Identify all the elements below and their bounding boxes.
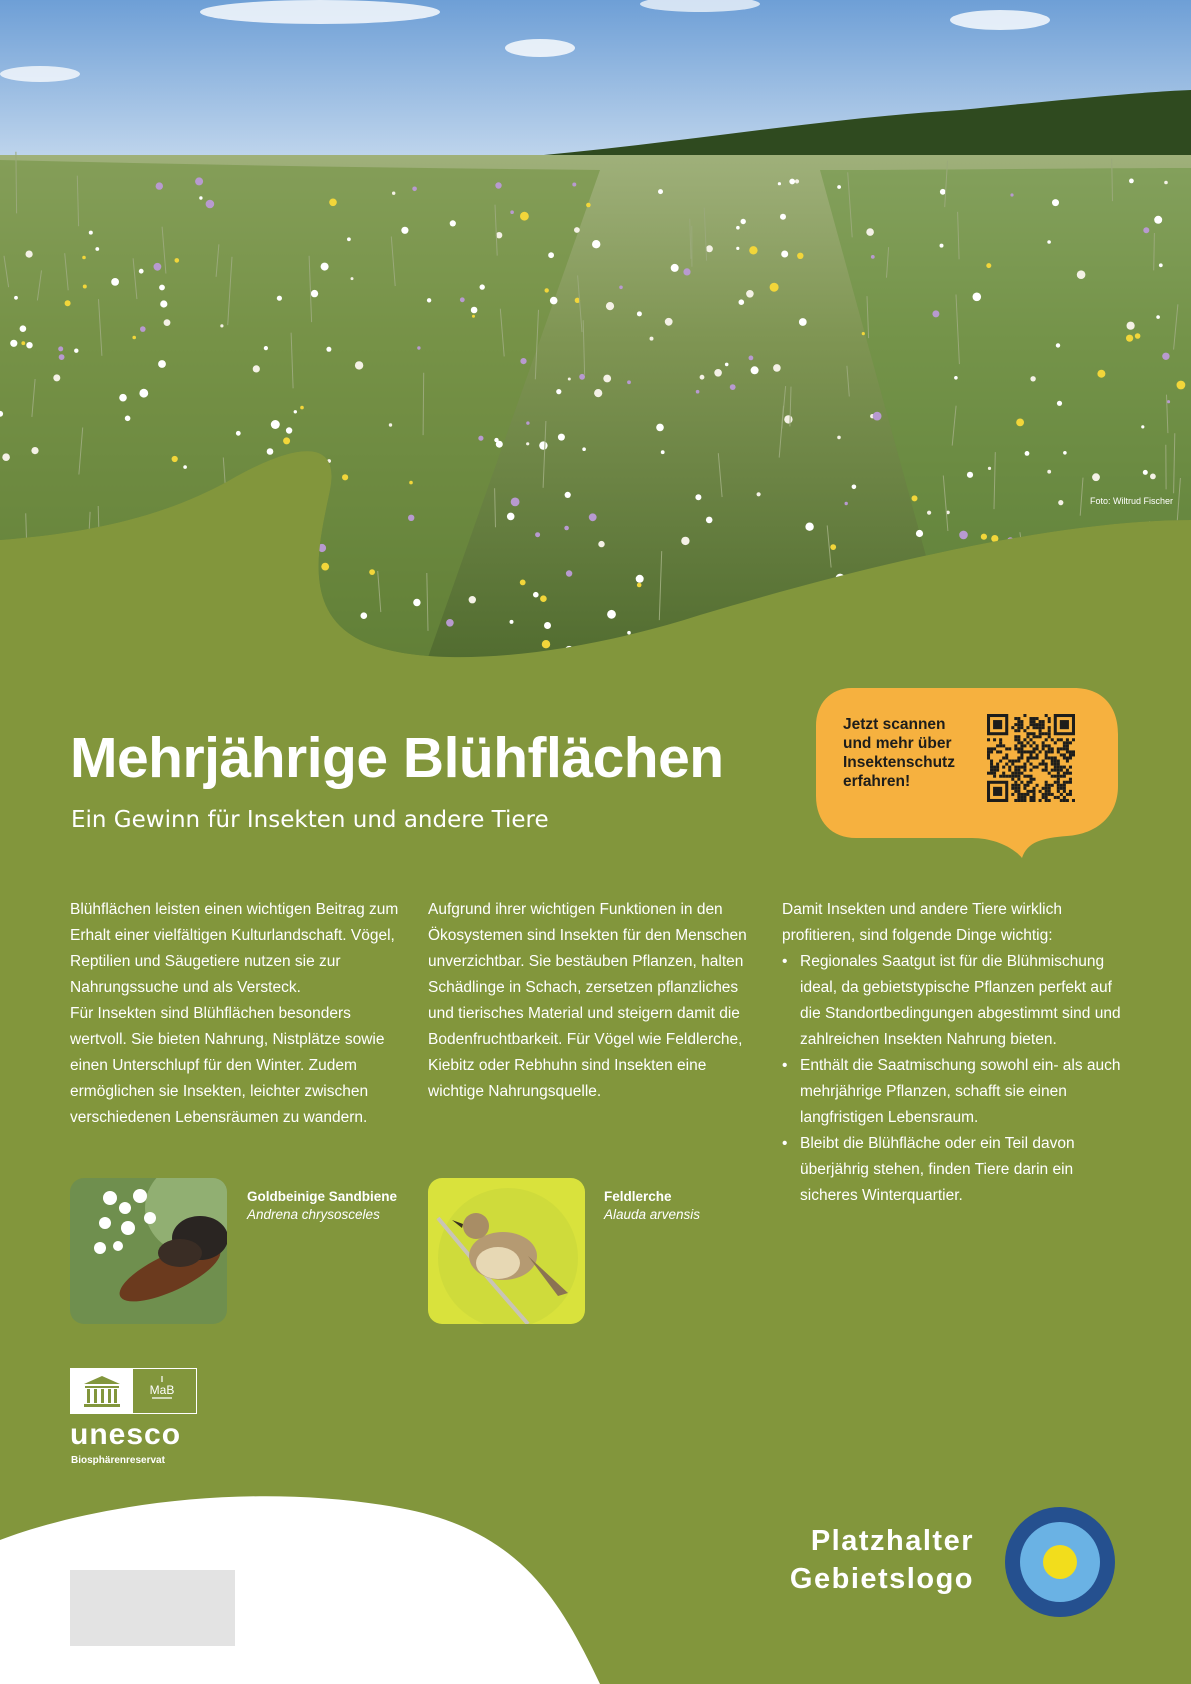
- grass-stem: [16, 152, 17, 214]
- flower-dot: [520, 212, 529, 221]
- flower-dot: [873, 412, 882, 421]
- flower-dot: [598, 541, 604, 547]
- species-name: Feldlerche: [604, 1189, 672, 1204]
- sandbee-photo: [70, 1178, 227, 1324]
- flower-dot: [526, 421, 529, 424]
- flower-dot: [671, 264, 679, 272]
- flower-dot: [1154, 216, 1162, 224]
- text-column-3: [782, 897, 1122, 1209]
- flower-dot: [637, 311, 642, 316]
- flower-dot: [799, 318, 807, 326]
- grass-stem: [182, 544, 183, 590]
- flower-dot: [172, 456, 178, 462]
- flower-dot: [916, 530, 923, 537]
- species-latin-name: Alauda arvensis: [604, 1207, 701, 1222]
- flower-dot: [199, 196, 202, 199]
- flower-dot: [111, 278, 119, 286]
- flower-dot: [294, 410, 297, 413]
- flower-dot: [327, 459, 331, 463]
- flower-dot: [494, 438, 498, 442]
- flower-dot: [736, 226, 740, 230]
- flower-dot: [606, 302, 614, 310]
- flower-dot: [725, 363, 729, 367]
- flower-dot: [544, 622, 551, 629]
- flower-dot: [139, 389, 148, 398]
- flower-dot: [736, 247, 739, 250]
- flower-dot: [281, 602, 287, 608]
- flower-dot: [349, 658, 352, 661]
- flower-dot: [765, 629, 769, 633]
- flower-dot: [568, 378, 571, 381]
- flower-dot: [1016, 419, 1024, 427]
- list-item: • Bleibt die Blühfläche oder ein Teil davon überjährig stehen, finden Tiere darin ein sicheres Winterquartier.: [782, 1131, 1122, 1209]
- flower-dot: [119, 394, 127, 402]
- flower-dot: [564, 526, 569, 531]
- flower-dot: [520, 358, 526, 364]
- flower-dot: [95, 247, 99, 251]
- flower-dot: [401, 227, 408, 234]
- flower-dot: [300, 406, 304, 410]
- flower-dot: [1167, 400, 1170, 403]
- flower-dot: [1037, 573, 1042, 578]
- flower-dot: [159, 285, 165, 291]
- flower-dot: [21, 341, 25, 345]
- paragraph: Aufgrund ihrer wichtigen Funktionen in den Ökosystemen sind Insekten für den Menschen unverzichtbar. Sie bestäuben Pflanzen, halten Schädlinge in Schach, zersetzen pflanzliches und tierisches Material und steigern damit die Bodenfruchtbarkeit. Für Vögel wie Feldlerche, Kiebitz oder Rebhuhn sind Insekten eine wichtige Nahrungsquelle.: [428, 901, 747, 1100]
- flower-dot: [619, 286, 623, 290]
- flower-dot: [206, 200, 215, 209]
- flower-dot: [321, 563, 329, 571]
- flower-dot: [603, 375, 611, 383]
- flower-dot: [940, 244, 944, 248]
- flower-dot: [139, 269, 144, 274]
- flower-dot: [781, 251, 788, 258]
- flower-dot: [627, 631, 631, 635]
- flower-dot: [351, 277, 354, 280]
- flower-dot: [1047, 470, 1051, 474]
- flower-dot: [74, 349, 78, 353]
- flower-dot: [26, 342, 32, 348]
- flower-dot: [1146, 559, 1155, 568]
- text-column-1: [70, 897, 405, 1131]
- flower-dot: [636, 575, 644, 583]
- flower-dot: [847, 596, 852, 601]
- flower-dot: [837, 185, 841, 189]
- flower-dot: [540, 595, 547, 602]
- flower-dot: [627, 380, 631, 384]
- flower-dot: [20, 325, 27, 332]
- photo-credit: Foto: Wiltrud Fischer: [1089, 496, 1173, 506]
- flower-dot: [2, 453, 10, 461]
- flower-dot: [417, 346, 420, 349]
- flower-dot: [267, 448, 274, 455]
- flower-dot: [789, 179, 795, 185]
- flower-dot: [1057, 401, 1062, 406]
- list-item: • Enthält die Saatmischung sowohl ein- als auch mehrjährige Pflanzen, schafft sie einen langfristigen Lebensraum.: [782, 1053, 1122, 1131]
- flower-dot: [1150, 474, 1156, 480]
- flower-dot: [751, 366, 759, 374]
- flower-dot: [318, 544, 326, 552]
- mab-label: MaB: [149, 1383, 175, 1397]
- flower-dot: [739, 299, 745, 305]
- flower-dot: [253, 365, 260, 372]
- flower-dot: [872, 626, 875, 629]
- flower-dot: [539, 441, 547, 449]
- flower-dot: [195, 177, 203, 185]
- flower-dot: [706, 517, 713, 524]
- flower-dot: [53, 374, 60, 381]
- flower-dot: [65, 300, 71, 306]
- flower-dot: [784, 595, 788, 599]
- flower-dot: [1143, 227, 1149, 233]
- flower-dot: [90, 601, 93, 604]
- flower-dot: [770, 283, 779, 292]
- flower-dot: [1, 646, 8, 653]
- flower-dot: [574, 227, 580, 233]
- flower-dot: [572, 183, 576, 187]
- flower-dot: [222, 640, 226, 644]
- flower-dot: [409, 481, 413, 485]
- flower-dot: [89, 231, 93, 235]
- flower-dot: [1100, 589, 1107, 596]
- flower-dot: [658, 189, 663, 194]
- flower-dot: [991, 535, 998, 542]
- flower-dot: [592, 240, 600, 248]
- flower-dot: [646, 652, 653, 659]
- flower-dot: [1092, 473, 1100, 481]
- flower-dot: [998, 635, 1003, 640]
- flower-dot: [845, 502, 848, 505]
- paragraph: Blühflächen leisten einen wichtigen Beitrag zum Erhalt einer vielfältigen Kulturlandschaft. Vögel, Reptilien und Säugetiere nutzen sie zur Nahrungssuche und als Versteck.: [70, 901, 399, 996]
- flower-dot: [548, 252, 554, 258]
- flower-dot: [1130, 541, 1134, 545]
- flower-dot: [125, 416, 131, 422]
- flower-dot: [268, 631, 273, 636]
- flower-dot: [469, 596, 476, 603]
- flower-dot: [132, 336, 136, 340]
- grass-stem: [1020, 532, 1024, 563]
- unesco-subtitle: Biosphärenreservat: [71, 1455, 165, 1466]
- qr-callout-text: Jetzt scannen und mehr über Insektenschutz erfahren!: [843, 716, 955, 790]
- paragraph: Für Insekten sind Blühflächen besonders wertvoll. Sie bieten Nahrung, Nistplätze sowie einen Unterschlupf für den Winter. Zudem ermöglichen sie Insekten, leichter zwischen verschiedenen Lebensräumen zu wandern.: [70, 1005, 385, 1126]
- flower-dot: [1135, 333, 1141, 339]
- list-item: • Regionales Saatgut ist für die Blühmischung ideal, da gebietstypische Pflanzen perfekt auf die Standortbedingungen abgestimmt sind und zahlreichen Insekten Nahrung bieten.: [782, 949, 1122, 1053]
- flower-dot: [1058, 500, 1063, 505]
- tips-list: [782, 949, 1122, 1209]
- flower-dot: [695, 494, 701, 500]
- flower-dot: [749, 246, 757, 254]
- flower-dot: [1009, 603, 1017, 611]
- flower-dot: [164, 319, 171, 326]
- bullet-icon: •: [782, 1057, 788, 1074]
- flower-dot: [1077, 270, 1086, 279]
- flower-dot: [58, 346, 63, 351]
- flower-dot: [450, 220, 456, 226]
- flower-dot: [565, 646, 573, 654]
- flower-dot: [836, 574, 845, 583]
- unesco-wordmark: unesco: [70, 1418, 182, 1451]
- flower-dot: [607, 610, 616, 619]
- flower-dot: [981, 534, 987, 540]
- flower-dot: [199, 559, 205, 565]
- flower-dot: [749, 356, 754, 361]
- flower-dot: [200, 650, 206, 656]
- flower-dot: [582, 447, 586, 451]
- flower-dot: [1056, 343, 1060, 347]
- flower-dot: [589, 513, 597, 521]
- flower-dot: [940, 189, 946, 195]
- flower-dot: [741, 219, 746, 224]
- flower-dot: [355, 361, 363, 369]
- flower-dot: [200, 546, 208, 554]
- flower-dot: [236, 431, 241, 436]
- flower-dot: [1141, 425, 1144, 428]
- flower-dot: [871, 255, 875, 259]
- flower-dot: [480, 284, 485, 289]
- flower-dot: [1162, 353, 1169, 360]
- flower-dot: [321, 638, 327, 644]
- flower-dot: [156, 182, 163, 189]
- flower-dot: [460, 297, 465, 302]
- flower-dot: [472, 315, 475, 318]
- flower-dot: [1047, 240, 1051, 244]
- flower-dot: [105, 533, 112, 540]
- page-title: Mehrjährige Blühflächen: [70, 726, 724, 790]
- flower-dot: [14, 296, 18, 300]
- flower-dot: [284, 633, 288, 637]
- flower-dot: [478, 436, 483, 441]
- flower-dot: [566, 570, 572, 576]
- flower-dot: [656, 424, 664, 432]
- flower-dot: [342, 474, 348, 480]
- grass-stem: [1150, 521, 1155, 584]
- species-name: Goldbeinige Sandbiene: [247, 1189, 398, 1204]
- bullet-icon: •: [782, 953, 788, 970]
- flower-dot: [545, 288, 549, 292]
- flower-dot: [175, 258, 180, 263]
- flower-dot: [1097, 370, 1105, 378]
- flower-dot: [988, 467, 991, 470]
- flower-dot: [160, 300, 167, 307]
- flower-dot: [927, 511, 931, 515]
- flower-dot: [637, 583, 642, 588]
- flower-dot: [1010, 193, 1013, 196]
- flower-dot: [681, 537, 689, 545]
- flower-dot: [219, 588, 225, 594]
- flower-dot: [220, 324, 223, 327]
- flower-dot: [10, 340, 17, 347]
- flower-dot: [556, 389, 561, 394]
- flower-dot: [82, 256, 86, 260]
- flower-dot: [495, 182, 501, 188]
- flower-dot: [862, 332, 865, 335]
- flower-dot: [706, 245, 713, 252]
- flower-dot: [1025, 451, 1030, 456]
- flower-dot: [138, 582, 146, 590]
- flower-dot: [326, 347, 331, 352]
- flower-dot: [329, 199, 337, 207]
- area-logo: [1004, 1506, 1116, 1618]
- flower-dot: [236, 627, 243, 634]
- flower-dot: [446, 619, 454, 627]
- flower-dot: [156, 524, 163, 531]
- flower-dot: [773, 364, 781, 372]
- flower-dot: [780, 214, 786, 220]
- flower-dot: [520, 580, 526, 586]
- flower-dot: [959, 531, 968, 540]
- list-intro: Damit Insekten und andere Tiere wirklich profitieren, sind folgende Dinge wichtig:: [782, 901, 1062, 944]
- flower-dot: [983, 649, 991, 657]
- flower-dot: [148, 526, 156, 534]
- flower-dot: [696, 390, 700, 394]
- flower-dot: [797, 253, 803, 259]
- flower-dot: [1143, 470, 1148, 475]
- flower-dot: [837, 436, 841, 440]
- flower-dot: [866, 228, 874, 236]
- flower-dot: [912, 495, 918, 501]
- flower-dot: [507, 513, 515, 521]
- flower-dot: [781, 597, 785, 601]
- qr-code[interactable]: [987, 714, 1075, 802]
- flower-dot: [183, 465, 187, 469]
- flower-dot: [347, 237, 351, 241]
- flower-dot: [510, 620, 514, 624]
- flower-dot: [852, 485, 857, 490]
- flower-dot: [967, 472, 973, 478]
- bullet-icon: •: [782, 1135, 788, 1152]
- flower-dot: [277, 296, 282, 301]
- flower-dot: [805, 523, 813, 531]
- flower-dot: [1052, 199, 1059, 206]
- flower-dot: [1054, 632, 1059, 637]
- partner-logo-placeholder: [70, 1570, 235, 1646]
- flower-dot: [1177, 381, 1186, 390]
- flower-dot: [140, 326, 146, 332]
- flower-dot: [784, 415, 792, 423]
- flower-dot: [1007, 537, 1013, 543]
- flower-dot: [986, 263, 991, 268]
- flower-dot: [542, 640, 550, 648]
- text-column-2: [428, 897, 763, 1105]
- flower-dot: [292, 540, 296, 544]
- flower-dot: [316, 638, 319, 641]
- flower-dot: [533, 592, 539, 598]
- flower-dot: [283, 437, 290, 444]
- flower-dot: [26, 251, 33, 258]
- flower-dot: [413, 599, 420, 606]
- flower-dot: [389, 423, 392, 426]
- flower-dot: [59, 354, 65, 360]
- area-logo-placeholder-text: Platzhalter Gebietslogo: [789, 1525, 974, 1595]
- flower-dot: [730, 384, 736, 390]
- flower-dot: [804, 624, 808, 628]
- skylark-photo: [428, 1178, 585, 1324]
- flower-dot: [271, 420, 280, 429]
- flower-dot: [535, 532, 540, 537]
- flower-dot: [683, 268, 690, 275]
- flower-dot: [510, 210, 514, 214]
- flower-dot: [778, 182, 781, 185]
- flower-dot: [154, 263, 162, 271]
- flower-dot: [594, 389, 602, 397]
- flower-dot: [795, 179, 799, 183]
- flower-dot: [31, 447, 38, 454]
- flower-dot: [650, 337, 654, 341]
- flower-dot: [158, 360, 166, 368]
- flower-dot: [83, 285, 87, 289]
- flower-dot: [1078, 563, 1081, 566]
- flower-dot: [427, 298, 431, 302]
- flower-dot: [665, 318, 673, 326]
- flower-dot: [361, 612, 368, 619]
- flower-dot: [286, 427, 292, 433]
- flower-dot: [550, 297, 558, 305]
- flower-dot: [369, 569, 375, 575]
- flower-dot: [1164, 181, 1168, 185]
- flower-dot: [526, 442, 529, 445]
- meadow-photo: [0, 0, 1191, 680]
- page-subtitle: Ein Gewinn für Insekten und andere Tiere: [71, 807, 549, 833]
- flower-dot: [714, 369, 722, 377]
- flower-dot: [586, 203, 591, 208]
- flower-dot: [408, 515, 414, 521]
- flower-dot: [1151, 607, 1155, 611]
- flower-dot: [311, 290, 318, 297]
- flower-dot: [264, 346, 268, 350]
- grass-stem: [1154, 233, 1155, 270]
- flower-dot: [511, 498, 520, 507]
- flower-dot: [932, 310, 939, 317]
- flower-dot: [1129, 179, 1134, 184]
- flower-dot: [830, 544, 836, 550]
- grass-stem: [224, 572, 226, 620]
- flower-dot: [1161, 650, 1166, 655]
- flower-dot: [145, 557, 153, 565]
- flower-dot: [954, 376, 958, 380]
- flower-dot: [1156, 315, 1160, 319]
- flower-dot: [700, 375, 705, 380]
- flower-dot: [757, 492, 761, 496]
- flower-dot: [325, 623, 332, 630]
- flower-dot: [565, 492, 571, 498]
- species-latin-name: Andrena chrysosceles: [247, 1207, 380, 1222]
- flower-dot: [558, 434, 565, 441]
- flower-dot: [1081, 540, 1085, 544]
- flower-dot: [47, 554, 56, 563]
- flower-dot: [661, 450, 665, 454]
- flower-dot: [1126, 335, 1133, 342]
- flower-dot: [746, 290, 754, 298]
- flower-dot: [217, 493, 221, 497]
- flower-dot: [392, 192, 395, 195]
- flower-dot: [412, 187, 417, 192]
- flower-dot: [1159, 263, 1163, 267]
- flower-dot: [321, 263, 329, 271]
- grass-stem: [423, 373, 424, 435]
- flower-dot: [1063, 451, 1067, 455]
- flower-dot: [1030, 376, 1035, 381]
- flower-dot: [973, 293, 982, 302]
- flower-dot: [1127, 322, 1135, 330]
- flower-dot: [471, 307, 478, 314]
